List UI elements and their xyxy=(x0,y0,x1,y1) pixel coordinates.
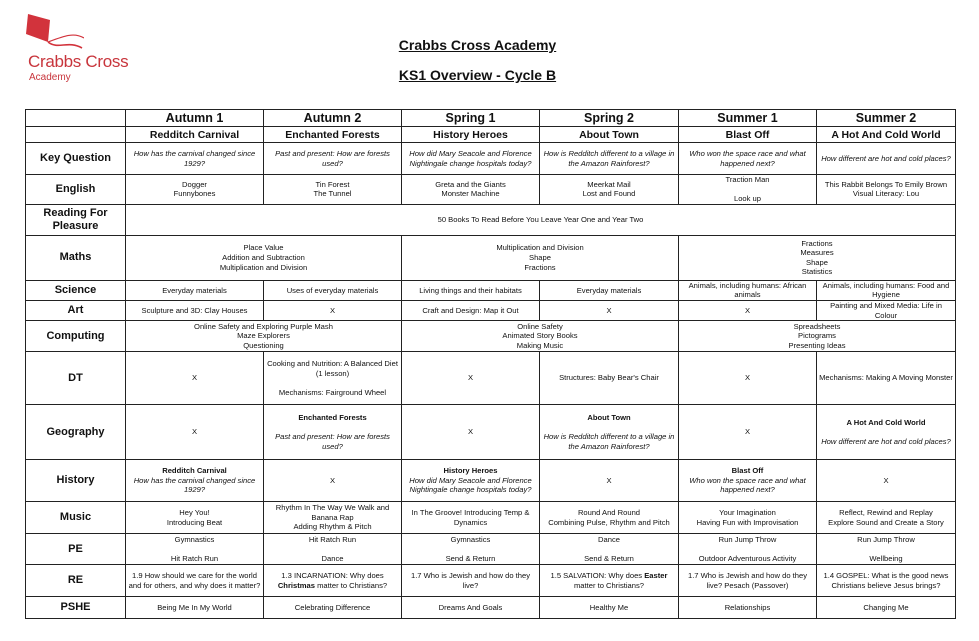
cell-title: Enchanted Forests xyxy=(298,412,367,422)
cell xyxy=(817,502,956,534)
cell xyxy=(264,565,402,597)
cell-line: Reflect, Rewind and Replay xyxy=(839,508,933,518)
cell: 1.7 Who is Jewish and how do they live? xyxy=(402,565,540,597)
cell: X xyxy=(402,352,540,405)
cell xyxy=(540,534,679,565)
cell-line: Who won the space race and what happened next? xyxy=(689,475,806,495)
cell-line: Tin Forest xyxy=(315,179,350,189)
cell-line xyxy=(819,427,953,437)
cell-line: Funnybones xyxy=(173,189,216,199)
cell xyxy=(402,460,540,502)
cell-line: Introducing Beat xyxy=(166,517,223,527)
cell xyxy=(679,235,956,280)
cell-line: Dogger xyxy=(182,179,207,189)
cell-line xyxy=(266,423,399,433)
row-maths xyxy=(26,235,956,280)
cell-title: Blast Off xyxy=(731,466,764,476)
cell-line: Animated Story Books xyxy=(502,331,578,341)
row-label: Art xyxy=(26,300,126,320)
cell-line: The Tunnel xyxy=(313,189,352,199)
cell-text: matter to Christians? xyxy=(573,580,645,590)
row-music xyxy=(26,502,956,534)
cell-title: Redditch Carnival xyxy=(162,466,227,476)
page-subtitle: KS1 Overview - Cycle B xyxy=(398,67,557,83)
page-title: Crabbs Cross Academy xyxy=(398,37,557,53)
cell: Craft and Design: Map it Out xyxy=(402,300,540,320)
cell: Animals, including humans: African animals xyxy=(679,280,817,300)
cell: Relationships xyxy=(679,597,817,619)
cell xyxy=(402,534,540,565)
row-label: Geography xyxy=(26,405,126,460)
cell: Healthy Me xyxy=(540,597,679,619)
cell: Dreams And Goals xyxy=(402,597,540,619)
cell-line: Shape xyxy=(806,257,828,267)
cell xyxy=(402,321,679,352)
cell xyxy=(540,502,679,534)
cell-line: Run Jump Throw xyxy=(857,534,915,544)
cell-line xyxy=(404,544,537,554)
cell-line: Adding Rhythm & Pitch xyxy=(293,522,372,532)
row-pshe xyxy=(26,597,956,619)
row-reading xyxy=(26,204,956,235)
cell-line: Online Safety xyxy=(517,321,563,331)
cell: Celebrating Difference xyxy=(264,597,402,619)
cell: X xyxy=(817,460,956,502)
cell-line: Send & Return xyxy=(445,553,496,563)
cell-text: 1.3 INCARNATION: Why does xyxy=(281,571,384,581)
cell: Animals, including humans: Food and Hygiene xyxy=(817,280,956,300)
cell-line: Your Imagination xyxy=(719,508,776,518)
cell xyxy=(126,534,264,565)
cell: 1.4 GOSPEL: What is the good news Christians believe Jesus brings? xyxy=(817,565,956,597)
cell-line: Statistics xyxy=(801,267,833,277)
row-label: Key Question xyxy=(26,143,126,175)
topic-header: Redditch Carnival xyxy=(126,127,264,143)
cell-text-bold: Christmas xyxy=(277,580,315,590)
cell-line: Monster Machine xyxy=(441,189,500,199)
cell xyxy=(679,460,817,502)
cell: X xyxy=(679,405,817,460)
cell-line: This Rabbit Belongs To Emily Brown xyxy=(824,179,948,189)
row-label: History xyxy=(26,460,126,502)
cell xyxy=(679,321,956,352)
cell-line: Pictograms xyxy=(798,331,836,341)
cell xyxy=(817,175,956,205)
cell-line: Combining Pulse, Rhythm and Pitch xyxy=(548,517,670,527)
row-science xyxy=(26,280,956,300)
cell-line: Gymnastics xyxy=(450,534,491,544)
cell: Uses of everyday materials xyxy=(264,280,402,300)
row-label: PE xyxy=(26,534,126,565)
cell: How has the carnival changed since 1929? xyxy=(126,143,264,175)
corner-cell xyxy=(26,110,126,127)
cell-line: Hit Ratch Run xyxy=(170,553,219,563)
cell-line: How is Redditch different to a village in the Amazon Rainforest? xyxy=(543,432,675,451)
cell-line: How different are hot and cold places? xyxy=(821,436,951,446)
cell-line xyxy=(128,544,261,554)
term-header: Autumn 2 xyxy=(264,110,402,127)
topic-header: Blast Off xyxy=(679,127,817,143)
cell xyxy=(264,502,402,534)
cell: 1.7 Who is Jewish and how do they live? Pesach (Passover) xyxy=(679,565,817,597)
cell xyxy=(126,502,264,534)
cell-line: Making Music xyxy=(516,340,564,350)
cell-line: Spreadsheets xyxy=(793,321,841,331)
row-computing xyxy=(26,321,956,352)
cell: X xyxy=(402,405,540,460)
cell-line: Presenting Ideas xyxy=(788,340,846,350)
cell-line: Fractions xyxy=(524,262,556,272)
cell: X xyxy=(679,352,817,405)
cell xyxy=(402,175,540,205)
cell-line: Wellbeing xyxy=(869,553,903,563)
row-history xyxy=(26,460,956,502)
cell-line: Explore Sound and Create a Story xyxy=(828,517,944,527)
cell-line: Cooking and Nutrition: A Balanced Diet (1 lesson) xyxy=(267,358,398,378)
cell-line: How did Mary Seacole and Florence Nightingale change hospitals today? xyxy=(409,475,532,495)
cell: Being Me In My World xyxy=(126,597,264,619)
cell-line: Run Jump Throw xyxy=(718,534,777,544)
cell-line: How has the carnival changed since 1929? xyxy=(133,475,256,495)
cell-line: Measures xyxy=(800,248,834,258)
cell: Past and present: How are forests used? xyxy=(264,143,402,175)
cell-line xyxy=(266,544,399,554)
row-label: PSHE xyxy=(26,597,126,619)
row-art xyxy=(26,300,956,320)
cell-line: Maze Explorers xyxy=(237,331,290,341)
cell: 50 Books To Read Before You Leave Year One and Year Two xyxy=(126,204,956,235)
cell-text: matter to Christians? xyxy=(317,580,388,590)
cell-line: Shape xyxy=(529,252,551,262)
row-key-question xyxy=(26,143,956,175)
term-header: Summer 2 xyxy=(817,110,956,127)
row-label: Music xyxy=(26,502,126,534)
topic-header: A Hot And Cold World xyxy=(817,127,956,143)
cell-line: Place Value xyxy=(243,243,284,253)
cell-line: Outdoor Adventurous Activity xyxy=(698,553,797,563)
cell xyxy=(126,321,402,352)
cell-text: 1.5 SALVATION: Why does xyxy=(550,571,643,581)
cell-line: Fractions xyxy=(801,238,833,248)
cell xyxy=(264,175,402,205)
cell xyxy=(126,235,402,280)
cell-line xyxy=(542,423,676,433)
cell-line: Greta and the Giants xyxy=(435,179,506,189)
cell-line: Traction Man xyxy=(725,175,770,184)
topic-header: Enchanted Forests xyxy=(264,127,402,143)
cell-line xyxy=(819,544,953,554)
cell-title: A Hot And Cold World xyxy=(846,417,926,427)
cell: How different are hot and cold places? xyxy=(817,143,956,175)
cell xyxy=(679,175,817,205)
cell-line: Gymnastics xyxy=(174,534,215,544)
cell: X xyxy=(540,300,679,320)
cell-line: Visual Literacy: Lou xyxy=(852,189,920,199)
cell: Structures: Baby Bear's Chair xyxy=(540,352,679,405)
cell xyxy=(540,405,679,460)
row-label: Science xyxy=(26,280,126,300)
row-label: Reading For Pleasure xyxy=(26,204,126,235)
cell-line: Multiplication and Division xyxy=(219,262,308,272)
term-header: Autumn 1 xyxy=(126,110,264,127)
cell xyxy=(264,405,402,460)
row-label: RE xyxy=(26,565,126,597)
cell: Sculpture and 3D: Clay Houses xyxy=(126,300,264,320)
cell xyxy=(817,534,956,565)
cell-line: Meerkat Mail xyxy=(587,179,631,189)
cell-line: Multiplication and Division xyxy=(496,243,584,253)
row-label: English xyxy=(26,175,126,205)
cell-line xyxy=(542,544,676,554)
logo-name: Crabbs Cross xyxy=(28,52,129,71)
cell: How is Redditch different to a village in the Amazon Rainforest? xyxy=(540,143,679,175)
cell-line: Lost and Found xyxy=(582,189,636,199)
term-header-row xyxy=(26,110,956,127)
row-english xyxy=(26,175,956,205)
cell: Who won the space race and what happened next? xyxy=(679,143,817,175)
row-label: Maths xyxy=(26,235,126,280)
cell-line: Mechanisms: Fairground Wheel xyxy=(278,387,387,397)
row-label: DT xyxy=(26,352,126,405)
cell-line: Online Safety and Exploring Purple Mash xyxy=(194,321,333,331)
cell xyxy=(540,175,679,205)
cell: X xyxy=(264,300,402,320)
cell xyxy=(679,534,817,565)
row-label: Computing xyxy=(26,321,126,352)
cell xyxy=(126,460,264,502)
cell: Painting and Mixed Media: Life in Colour xyxy=(817,300,956,320)
row-re xyxy=(26,565,956,597)
cell-line: Rhythm In The Way We Walk and Banana Rap xyxy=(275,503,390,522)
cell: X xyxy=(679,300,817,320)
cell-line: Dance xyxy=(598,534,620,544)
cell-line: Having Fun with Improvisation xyxy=(696,517,799,527)
cell: X xyxy=(126,405,264,460)
cell: Mechanisms: Making A Moving Monster xyxy=(817,352,956,405)
cell xyxy=(402,235,679,280)
term-header: Summer 1 xyxy=(679,110,817,127)
cell xyxy=(264,534,402,565)
cell: X xyxy=(264,460,402,502)
corner-cell xyxy=(26,127,126,143)
cell: How did Mary Seacole and Florence Nightingale change hospitals today? xyxy=(402,143,540,175)
cell-line: Dance xyxy=(321,553,344,563)
cell: In The Groove! Introducing Temp & Dynamics xyxy=(402,502,540,534)
cell-line: Hey You! xyxy=(179,508,210,518)
cell: X xyxy=(126,352,264,405)
row-dt xyxy=(26,352,956,405)
overview-table xyxy=(25,109,956,619)
topic-header-row xyxy=(26,127,956,143)
cell-line: Send & Return xyxy=(584,553,634,563)
cell-line: Look up xyxy=(733,194,762,204)
row-geography xyxy=(26,405,956,460)
cell: Everyday materials xyxy=(126,280,264,300)
cell-title: History Heroes xyxy=(443,466,498,476)
row-pe xyxy=(26,534,956,565)
cell-line xyxy=(266,378,399,388)
cell: 1.9 How should we care for the world and for others, and why does it matter? xyxy=(126,565,264,597)
cell-line: Hit Ratch Run xyxy=(308,534,357,544)
cell-line: Questioning xyxy=(243,340,284,350)
cell xyxy=(679,502,817,534)
cell-title: About Town xyxy=(587,412,631,422)
topic-header: About Town xyxy=(540,127,679,143)
cell-line xyxy=(681,185,814,195)
term-header: Spring 1 xyxy=(402,110,540,127)
topic-header: History Heroes xyxy=(402,127,540,143)
cell xyxy=(264,352,402,405)
cell: Living things and their habitats xyxy=(402,280,540,300)
cell xyxy=(126,175,264,205)
cell: Everyday materials xyxy=(540,280,679,300)
cell-line: Addition and Subtraction xyxy=(222,252,305,262)
cell-line: Past and present: How are forests used? xyxy=(275,432,390,451)
cell xyxy=(540,565,679,597)
term-header: Spring 2 xyxy=(540,110,679,127)
cell xyxy=(817,405,956,460)
cell-text-bold: Easter xyxy=(644,571,668,581)
logo-subname: Academy xyxy=(29,72,71,83)
cell-line: Round And Round xyxy=(577,508,641,518)
cell: Changing Me xyxy=(817,597,956,619)
cell: X xyxy=(540,460,679,502)
cell-line xyxy=(681,544,814,554)
